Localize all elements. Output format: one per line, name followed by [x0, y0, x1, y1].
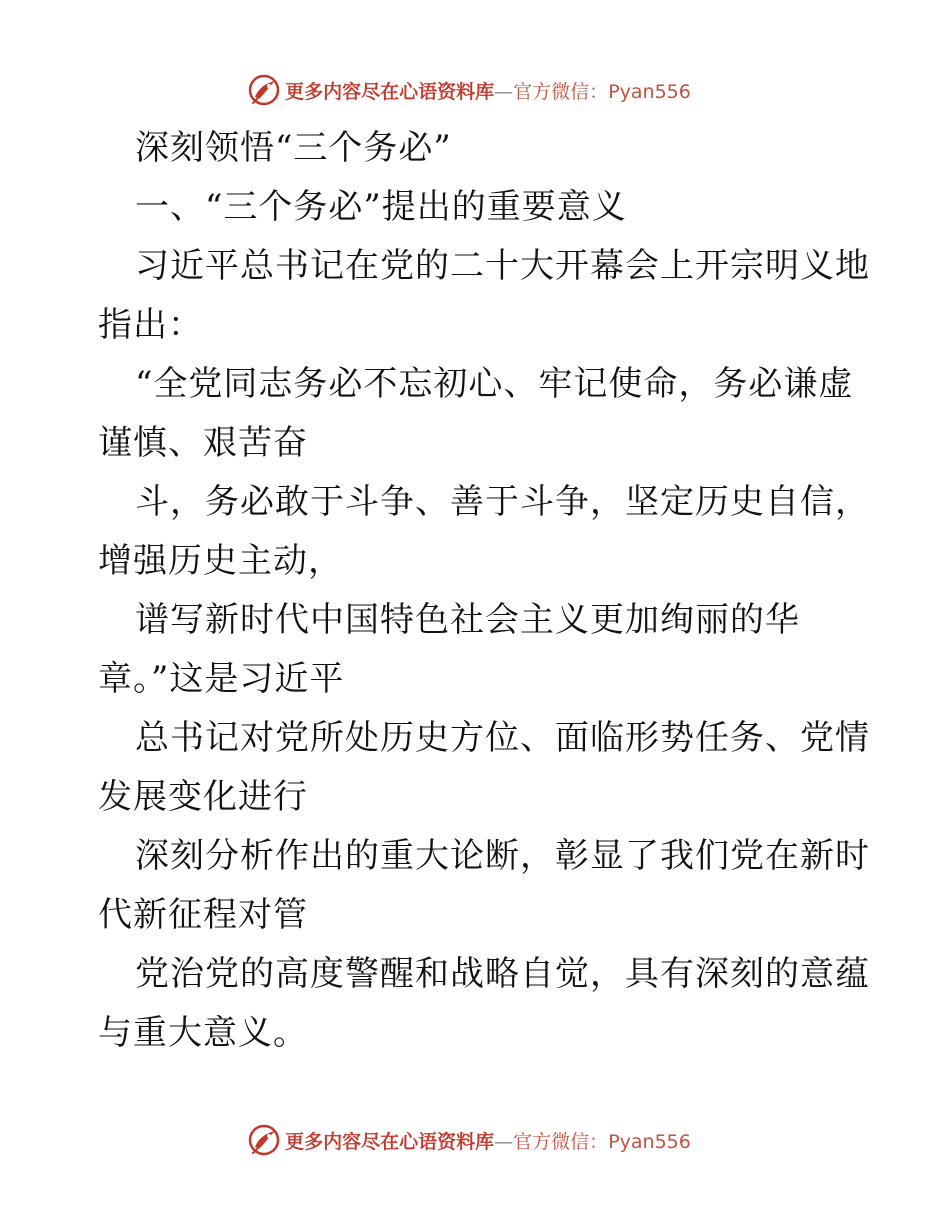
watermark-site-text: 更多内容尽在心语资料库 [285, 80, 495, 103]
paragraph-line: “全党同志务必不忘初心、牢记使命，务必谦虚 [135, 364, 854, 404]
document-title: 深刻领悟“三个务必” [135, 128, 452, 168]
paragraph-line: 总书记对党所处历史方位、面临形势任务、党情 [135, 718, 870, 758]
section-heading: 一、“三个务必”提出的重要意义 [135, 187, 627, 227]
paragraph-line: 习近平总书记在党的二十大开幕会上开宗明义地 [135, 246, 870, 286]
watermark-site-text: 更多内容尽在心语资料库 [285, 1130, 495, 1153]
watermark-contact-text: 官方微信： [513, 80, 609, 103]
paragraph-line: 斗，务必敢于斗争、善于斗争，坚定历史自信， [135, 482, 870, 522]
watermark-text [285, 1127, 691, 1154]
watermark-separator: — [494, 1130, 514, 1153]
paragraph-line: 谨慎、艰苦奋 [98, 423, 308, 463]
paragraph-line: 发展变化进行 [98, 777, 308, 817]
paragraph-line: 党治党的高度警醒和战略自觉，具有深刻的意蕴 [135, 954, 870, 994]
paragraph-line: 深刻分析作出的重大论断，彰显了我们党在新时 [135, 836, 870, 876]
paragraph-line: 与重大意义。 [98, 1013, 308, 1053]
brand-logo-icon [247, 1123, 281, 1157]
watermark-separator: — [494, 80, 514, 103]
paragraph-line: 代新征程对管 [98, 895, 308, 935]
paragraph-line: 谱写新时代中国特色社会主义更加绚丽的华 [135, 600, 800, 640]
watermark-contact-id: Pyan556 [608, 1130, 691, 1153]
footer-watermark [0, 1120, 950, 1160]
paragraph-line: 增强历史主动， [98, 541, 343, 581]
watermark-contact-text: 官方微信： [513, 1130, 609, 1153]
paragraph-line: 章。”这是习近平 [98, 659, 345, 699]
paragraph-line: 指出： [98, 305, 203, 345]
watermark-contact-id: Pyan556 [608, 80, 691, 103]
